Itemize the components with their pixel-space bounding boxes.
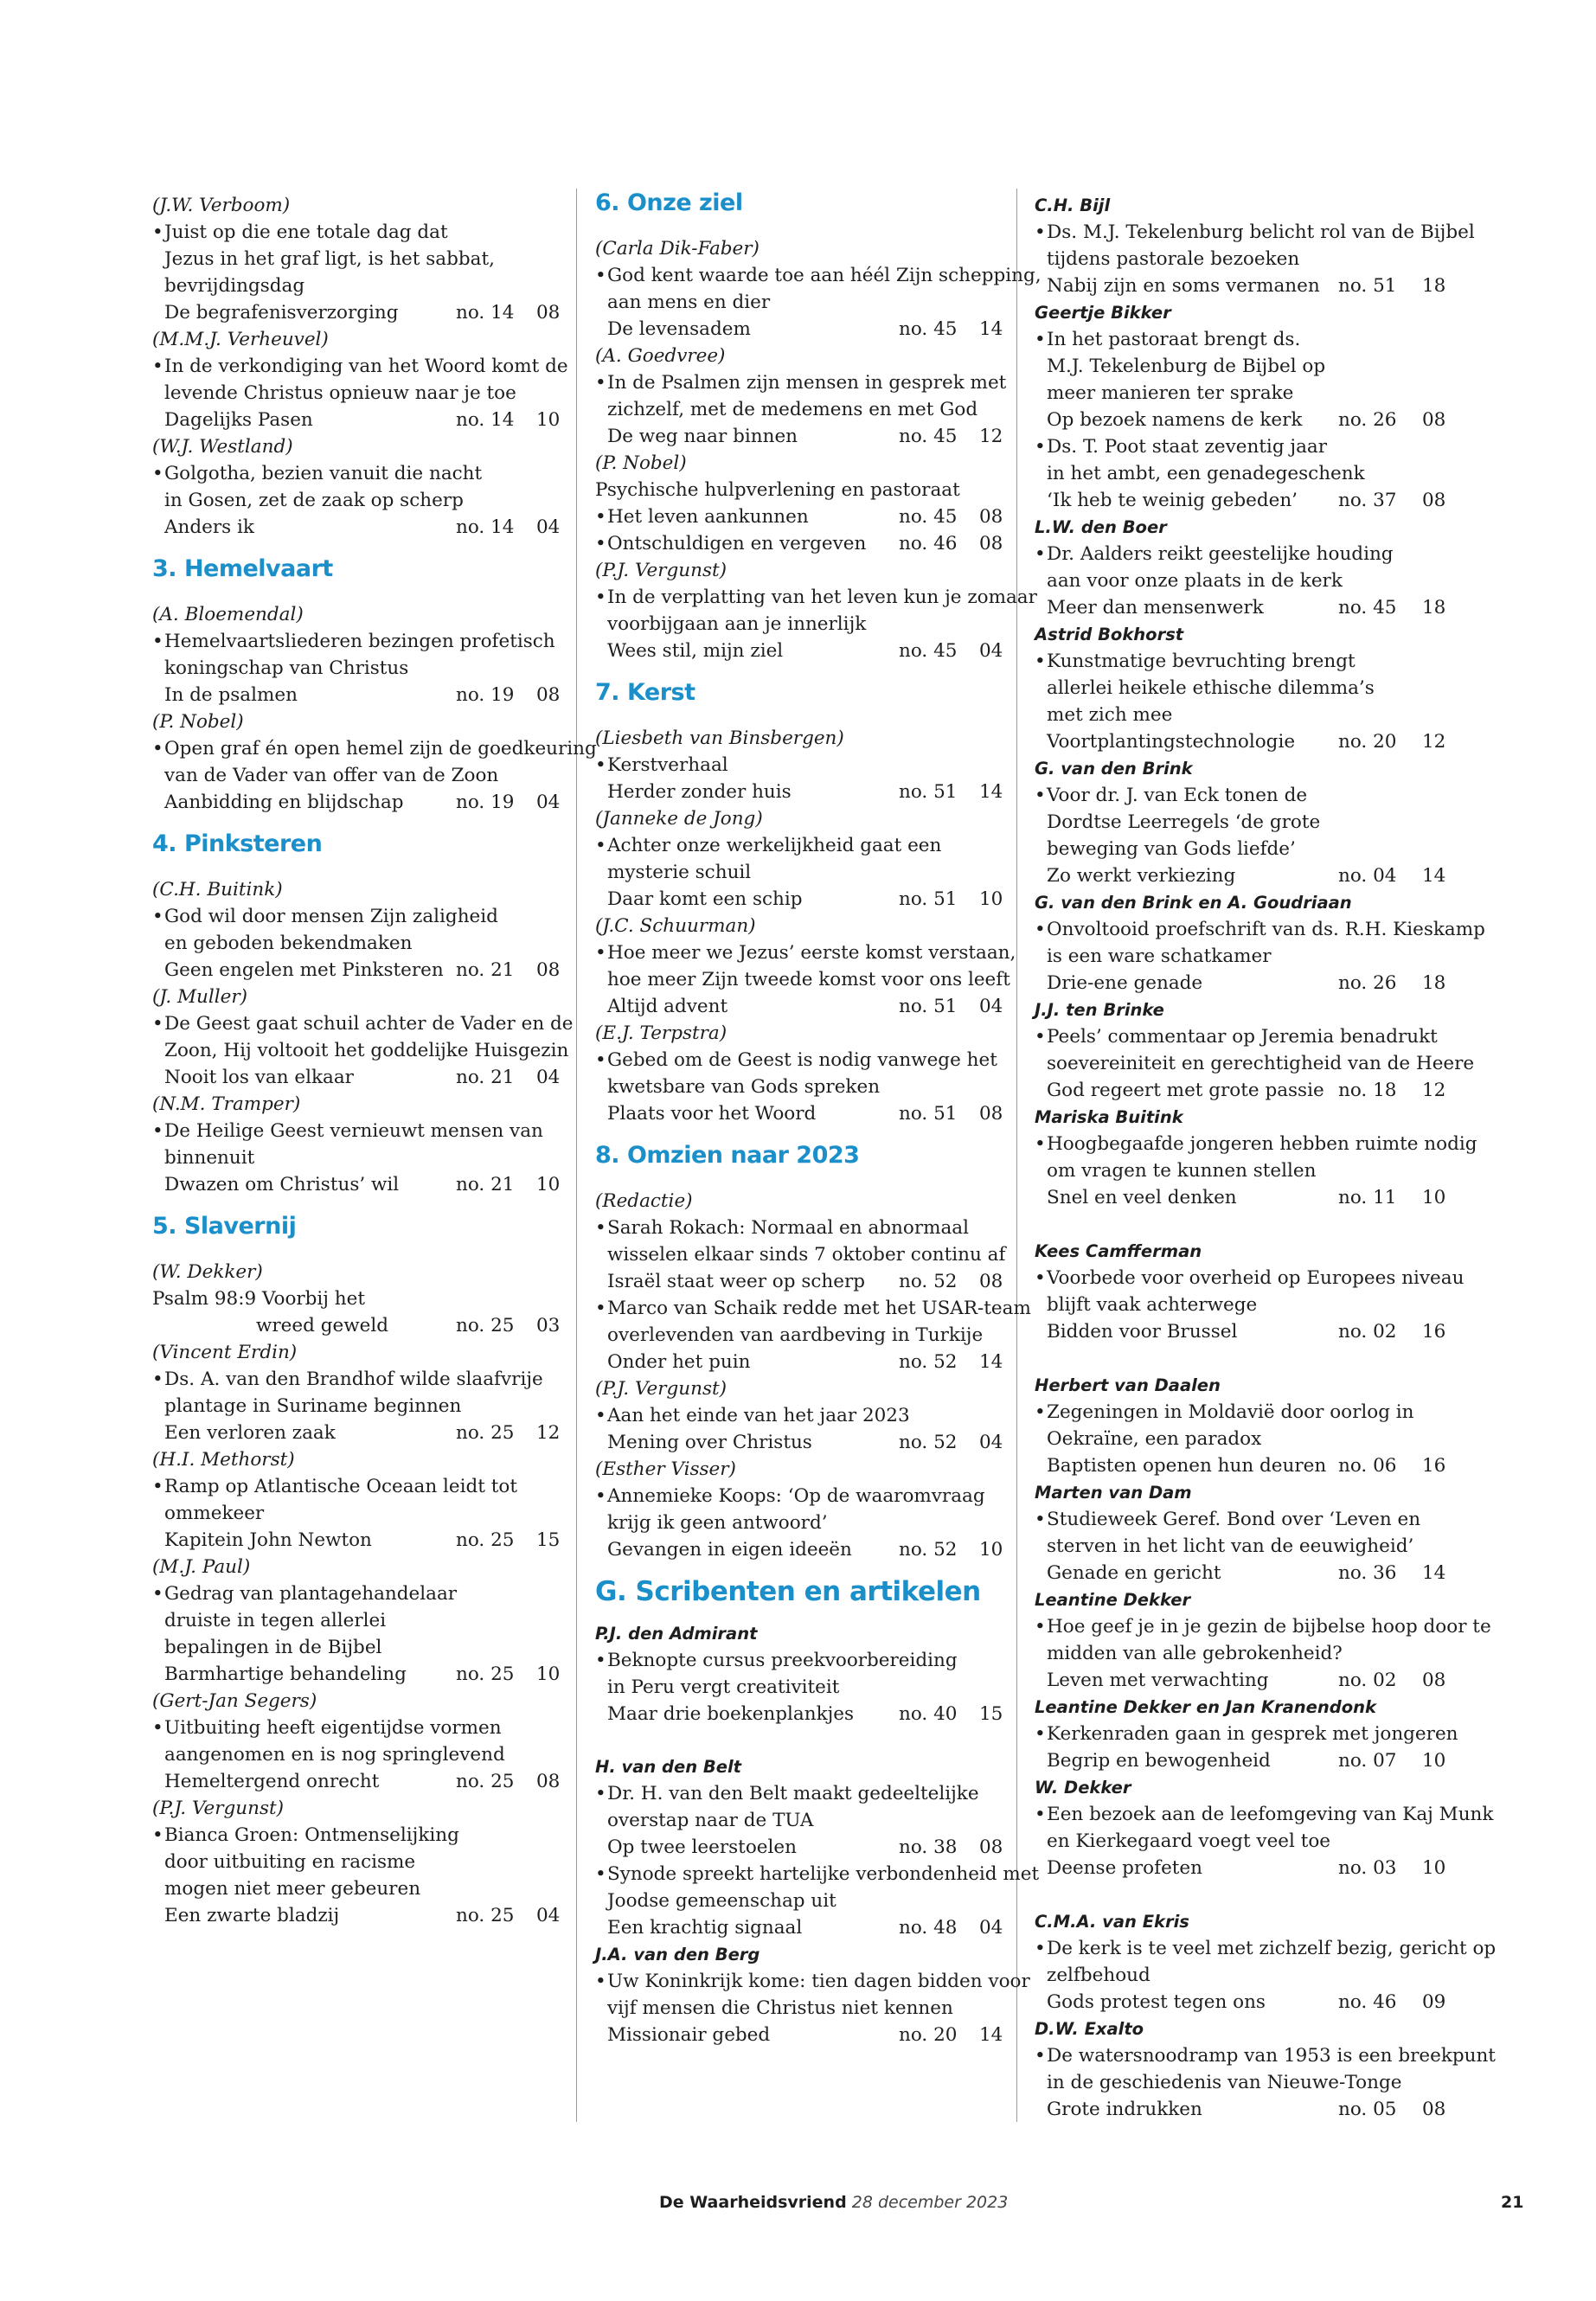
teaser-line: door uitbuiting en racisme (164, 1851, 416, 1873)
article-entry[interactable]: Een krachtig signaal no. 48 04 (607, 1917, 1003, 1939)
teaser-line: krijg ik geen antwoord’ (607, 1512, 828, 1534)
article-entry[interactable]: Missionair gebed no. 20 14 (607, 2024, 1003, 2046)
teaser-line: • Onvoltooid proefschrift van ds. R.H. Kieskamp (1035, 919, 1485, 940)
article-entry[interactable]: Kapitein John Newton no. 25 15 (164, 1529, 561, 1551)
teaser-line: bevrijdingsdag (164, 275, 305, 297)
writer-name: C.M.A. van Ekris (1035, 1912, 1189, 1932)
teaser-line: plantage in Suriname beginnen (164, 1395, 462, 1417)
article-entry[interactable]: Maar drie boekenplankjes no. 40 15 (607, 1703, 1003, 1725)
teaser-line: Zoon, Hij voltooit het goddelijke Huisgezin (164, 1040, 569, 1061)
teaser-line: • Bianca Groen: Ontmenselijking (152, 1824, 459, 1846)
teaser-line: • Juist op die ene totale dag dat (152, 221, 448, 243)
author: (Janneke de Jong) (595, 808, 763, 830)
spacer (1035, 1881, 1445, 1908)
teaser-line: • Kerkenraden gaan in gesprek met jongeren (1035, 1723, 1458, 1745)
teaser-line: meer manieren ter sprake (1047, 382, 1294, 404)
teaser-line: • Hoe meer we Jezus’ eerste komst verstaan, (595, 942, 1016, 964)
teaser-line: • In de Psalmen zijn mensen in gesprek met (595, 372, 1007, 394)
teaser-line: • Golgotha, bezien vanuit die nacht (152, 463, 483, 484)
teaser-line: vijf mensen die Christus niet kennen (607, 1997, 953, 2019)
teaser-line: M.J. Tekelenburg de Bijbel op (1047, 356, 1326, 377)
teaser-line: • Kunstmatige bevruchting brengt (1035, 651, 1356, 672)
teaser-line: zichzelf, met de medemens en met God (607, 399, 978, 420)
spacer (1035, 1211, 1445, 1238)
article-entry[interactable]: Op twee leerstoelen no. 38 08 (607, 1836, 1003, 1858)
teaser-line: • Kerstverhaal (595, 754, 728, 776)
spacer (595, 1727, 1000, 1753)
article-entry[interactable]: ‘Ik heb te weinig gebeden’ no. 37 08 (1047, 490, 1446, 511)
section-heading: 8. Omzien naar 2023 (595, 1142, 860, 1169)
teaser-line: zelfbehoud (1047, 1965, 1151, 1986)
writer-name: H. van den Belt (595, 1757, 742, 1777)
teaser-line: koningschap van Christus (164, 657, 409, 679)
article-entry[interactable]: Bidden voor Brussel no. 02 16 (1047, 1321, 1446, 1343)
magazine-name: De Waarheidsvriend (659, 2193, 847, 2212)
section-heading: G. Scribenten en artikelen (595, 1576, 981, 1607)
article-entry[interactable]: • Ontschuldigen en vergeven no. 46 08 (595, 533, 1003, 554)
author: (C.H. Buitink) (152, 879, 283, 901)
column-1 (152, 192, 597, 1929)
article-entry[interactable]: Dwazen om Christus’ wil no. 21 10 (164, 1174, 561, 1195)
author: (N.M. Tramper) (152, 1093, 301, 1115)
article-entry[interactable]: Onder het puin no. 52 14 (607, 1351, 1003, 1373)
teaser-line: • Marco van Schaik redde met het USAR-team (595, 1298, 1031, 1319)
teaser-line: Dordtse Leerregels ‘de grote (1047, 811, 1321, 833)
author: (Gert-Jan Segers) (152, 1690, 317, 1712)
teaser-line: • Open graf én open hemel zijn de goedkeuring (152, 738, 597, 760)
section-heading: 5. Slavernij (152, 1213, 297, 1240)
writer-name: D.W. Exalto (1035, 2019, 1144, 2039)
teaser-line: en Kierkegaard voegt veel toe (1047, 1830, 1331, 1852)
teaser-line: om vragen te kunnen stellen (1047, 1160, 1317, 1182)
spacer (1035, 1345, 1445, 1372)
article-entry[interactable]: Baptisten openen hun deuren no. 06 16 (1047, 1455, 1446, 1477)
teaser-line: Jezus in het graf ligt, is het sabbat, (164, 248, 495, 270)
author: (E.J. Terpstra) (595, 1022, 727, 1044)
article-entry[interactable]: In de psalmen no. 19 08 (164, 684, 561, 706)
article-entry[interactable]: God regeert met grote passie no. 18 12 (1047, 1080, 1446, 1101)
teaser-line: • Annemieke Koops: ‘Op de waaromvraag (595, 1485, 985, 1507)
teaser-line: • Voorbede voor overheid op Europees niveau (1035, 1267, 1465, 1289)
teaser-line: • Aan het einde van het jaar 2023 (595, 1405, 910, 1426)
teaser-line: • Studieweek Geref. Bond over ‘Leven en (1035, 1509, 1421, 1530)
article-entry[interactable]: Barmhartige behandeling no. 25 10 (164, 1663, 561, 1685)
teaser-line: • Dr. Aalders reikt geestelijke houding (1035, 543, 1394, 565)
article-entry[interactable]: Wees stil, mijn ziel no. 45 04 (607, 640, 1003, 662)
teaser-line: • De Heilige Geest vernieuwt mensen van (152, 1120, 543, 1142)
article-entry[interactable]: Begrip en bewogenheid no. 07 10 (1047, 1750, 1446, 1772)
article-entry[interactable]: Hemeltergend onrecht no. 25 08 (164, 1771, 561, 1792)
teaser-line: • Gebed om de Geest is nodig vanwege het (595, 1049, 997, 1071)
column-rule-2 (1016, 189, 1017, 2122)
teaser-line: • In de verkondiging van het Woord komt de (152, 356, 568, 377)
writer-name: W. Dekker (1035, 1778, 1131, 1798)
teaser-line: tijdens pastorale bezoeken (1047, 248, 1300, 270)
teaser-line: hoe meer Zijn tweede komst voor ons leeft (607, 969, 1010, 990)
article-entry[interactable]: Plaats voor het Woord no. 51 08 (607, 1103, 1003, 1125)
teaser-line: allerlei heikele ethische dilemma’s (1047, 677, 1375, 699)
section-heading: 7. Kerst (595, 679, 695, 706)
author: (P.J. Vergunst) (152, 1798, 285, 1819)
column-rule-1 (576, 189, 577, 2122)
author: (W. Dekker) (152, 1261, 263, 1283)
article-entry[interactable]: Daar komt een schip no. 51 10 (607, 888, 1003, 910)
teaser-line: • Uw Koninkrijk kome: tien dagen bidden voor (595, 1971, 1030, 1992)
teaser-line: • Dr. H. van den Belt maakt gedeeltelijke (595, 1783, 979, 1804)
teaser-line: beweging van Gods liefde’ (1047, 838, 1296, 860)
article-entry[interactable]: Genade en gericht no. 36 14 (1047, 1562, 1446, 1584)
article-entry[interactable]: Snel en veel denken no. 11 10 (1047, 1187, 1446, 1208)
writer-name: L.W. den Boer (1035, 517, 1167, 537)
writer-name: Astrid Bokhorst (1035, 625, 1184, 644)
article-entry[interactable]: Anders ik no. 14 04 (164, 516, 561, 538)
article-entry[interactable]: Nooit los van elkaar no. 21 04 (164, 1067, 561, 1088)
teaser-line: • Gedrag van plantagehandelaar (152, 1583, 458, 1605)
article-entry[interactable]: Mening over Christus no. 52 04 (607, 1432, 1003, 1453)
teaser-line: aan mens en dier (607, 292, 771, 313)
article-entry[interactable]: Altijd advent no. 51 04 (607, 996, 1003, 1017)
teaser-line: • Sarah Rokach: Normaal en abnormaal (595, 1217, 969, 1239)
author: (P. Nobel) (152, 711, 244, 733)
article-entry[interactable]: Herder zonder huis no. 51 14 (607, 781, 1003, 803)
writer-name: G. van den Brink (1035, 759, 1193, 779)
author: (P.J. Vergunst) (595, 560, 727, 581)
teaser-line: blijft vaak achterwege (1047, 1294, 1258, 1316)
teaser-line: in Gosen, zet de zaak op scherp (164, 490, 464, 511)
teaser-line: mogen niet meer gebeuren (164, 1878, 421, 1900)
author: (Carla Dik-Faber) (595, 238, 760, 260)
teaser-line: in de geschiedenis van Nieuwe-Tonge (1047, 2072, 1402, 2093)
article-entry[interactable]: Aanbidding en blijdschap no. 19 04 (164, 792, 561, 813)
teaser-line: levende Christus opnieuw naar je toe (164, 382, 516, 404)
writer-name: Kees Camfferman (1035, 1241, 1202, 1261)
teaser-line: • Voor dr. J. van Eck tonen de (1035, 785, 1308, 806)
teaser-line: • Hemelvaartsliederen bezingen profetisch (152, 631, 555, 652)
article-entry[interactable]: Voortplantingstechnologie no. 20 12 (1047, 731, 1446, 753)
page-footer (659, 2193, 1008, 2212)
teaser-line: • Een bezoek aan de leefomgeving van Kaj Munk (1035, 1804, 1494, 1825)
teaser-line: • Peels’ commentaar op Jeremia benadrukt (1035, 1026, 1438, 1048)
article-entry[interactable]: Gods protest tegen ons no. 46 09 (1047, 1991, 1446, 2013)
teaser-line: in het ambt, een genadegeschenk (1047, 463, 1365, 484)
section-heading: 4. Pinksteren (152, 830, 323, 857)
writer-name: Geertje Bikker (1035, 303, 1171, 323)
writer-name: Marten van Dam (1035, 1483, 1192, 1503)
teaser-line: sterven in het licht van de eeuwigheid’ (1047, 1535, 1414, 1557)
author: (J. Muller) (152, 986, 248, 1008)
author: (Redactie) (595, 1190, 693, 1212)
column-3 (1035, 192, 1497, 2123)
article-entry[interactable]: Nabij zijn en soms vermanen no. 51 18 (1047, 275, 1446, 297)
author: (A. Bloemendal) (152, 604, 304, 625)
writer-name: Mariska Buitink (1035, 1107, 1183, 1127)
teaser-line: • Beknopte cursus preekvoorbereiding (595, 1650, 958, 1671)
teaser-line: • De watersnoodramp van 1953 is een breekpunt (1035, 2045, 1496, 2067)
article-entry[interactable]: wreed geweld no. 25 03 (256, 1315, 561, 1336)
article-entry[interactable]: Israël staat weer op scherp no. 52 08 (607, 1271, 1003, 1292)
teaser-line: overstap naar de TUA (607, 1810, 814, 1831)
article-entry[interactable]: Meer dan mensenwerk no. 45 18 (1047, 597, 1446, 619)
teaser-line: • De Geest gaat schuil achter de Vader en de (152, 1013, 574, 1035)
teaser-line: • Ramp op Atlantische Oceaan leidt tot (152, 1476, 517, 1497)
writer-name: C.H. Bijl (1035, 195, 1111, 215)
teaser-line: • In het pastoraat brengt ds. (1035, 329, 1301, 350)
teaser-line: • God wil door mensen Zijn zaligheid (152, 906, 498, 927)
teaser-line: • Zegeningen in Moldavië door oorlog in (1035, 1401, 1414, 1423)
teaser-line: wisselen elkaar sinds 7 oktober continu af (607, 1244, 1006, 1266)
writer-name: Herbert van Daalen (1035, 1375, 1221, 1395)
author: (P.J. Vergunst) (595, 1378, 727, 1400)
teaser-line: • Ds. T. Poot staat zeventig jaar (1035, 436, 1327, 458)
teaser-line: Psalm 98:9 Voorbij het (152, 1288, 366, 1310)
author: (P. Nobel) (595, 452, 687, 474)
article-entry[interactable]: Deense profeten no. 03 10 (1047, 1857, 1446, 1879)
article-entry[interactable]: Op bezoek namens de kerk no. 26 08 (1047, 409, 1446, 431)
article-entry[interactable]: Een verloren zaak no. 25 12 (164, 1422, 561, 1444)
teaser-line: binnenuit (164, 1147, 255, 1169)
teaser-line: Oekraïne, een paradox (1047, 1428, 1262, 1450)
teaser-line: bepalingen in de Bijbel (164, 1637, 382, 1658)
teaser-line: Joodse gemeenschap uit (607, 1890, 836, 1912)
author: (J.C. Schuurman) (595, 915, 756, 937)
teaser-line: • De kerk is te veel met zichzelf bezig, gericht op (1035, 1938, 1497, 1959)
article-entry[interactable]: • Het leven aankunnen no. 45 08 (595, 506, 1003, 528)
author: (M.J. Paul) (152, 1556, 251, 1578)
author: (J.W. Verboom) (152, 195, 291, 216)
article-entry[interactable]: Gevangen in eigen ideeën no. 52 10 (607, 1539, 1003, 1561)
teaser-line: is een ware schatkamer (1047, 945, 1272, 967)
teaser-line: soevereiniteit en gerechtigheid van de Heere (1047, 1053, 1475, 1074)
article-entry[interactable]: Zo werkt verkiezing no. 04 14 (1047, 865, 1446, 887)
writer-name: Leantine Dekker en Jan Kranendonk (1035, 1697, 1376, 1717)
article-entry[interactable]: Leven met verwachting no. 02 08 (1047, 1670, 1446, 1691)
writer-name: J.A. van den Berg (595, 1945, 760, 1965)
teaser-line: met zich mee (1047, 704, 1173, 726)
author: (Vincent Erdin) (152, 1342, 298, 1363)
teaser-line: aangenomen en is nog springlevend (164, 1744, 505, 1766)
author: (Esther Visser) (595, 1458, 736, 1480)
teaser-line: druiste in tegen allerlei (164, 1610, 387, 1631)
column-2 (595, 187, 1042, 2048)
article-entry[interactable]: Grote indrukken no. 05 08 (1047, 2099, 1446, 2120)
writer-name: P.J. den Admirant (595, 1624, 758, 1644)
teaser-line: midden van alle gebrokenheid? (1047, 1643, 1343, 1664)
issue-date: 28 december 2023 (851, 2193, 1009, 2212)
teaser-line: • In de verplatting van het leven kun je zomaar (595, 586, 1037, 608)
page-number: 21 (1501, 2193, 1524, 2212)
writer-name: G. van den Brink en A. Goudriaan (1035, 893, 1352, 913)
teaser-line: • Hoe geef je in je gezin de bijbelse hoop door te (1035, 1616, 1491, 1638)
author: (M.M.J. Verheuvel) (152, 329, 329, 350)
author: (Liesbeth van Binsbergen) (595, 727, 844, 749)
section-heading: 6. Onze ziel (595, 189, 743, 216)
article-entry[interactable]: De levensadem no. 45 14 (607, 318, 1003, 340)
teaser-line: in Peru vergt creativiteit (607, 1676, 840, 1698)
teaser-line: overlevenden van aardbeving in Turkije (607, 1324, 984, 1346)
teaser-line: kwetsbare van Gods spreken (607, 1076, 881, 1098)
teaser-line: ommekeer (164, 1503, 265, 1524)
article-entry[interactable]: De begrafenisverzorging no. 14 08 (164, 302, 561, 324)
teaser-line: • Ds. A. van den Brandhof wilde slaafvrije (152, 1368, 543, 1390)
teaser-line: • Synode spreekt hartelijke verbondenheid met (595, 1863, 1040, 1885)
teaser-line: • Achter onze werkelijkheid gaat een (595, 835, 942, 856)
author: (W.J. Westland) (152, 436, 293, 458)
article-entry[interactable]: Geen engelen met Pinksteren no. 21 08 (164, 959, 561, 981)
article-entry[interactable]: Een zwarte bladzij no. 25 04 (164, 1905, 561, 1926)
section-heading: 3. Hemelvaart (152, 555, 333, 582)
writer-name: J.J. ten Brinke (1035, 1000, 1164, 1020)
article-entry[interactable]: De weg naar binnen no. 45 12 (607, 426, 1003, 447)
author: (A. Goedvree) (595, 345, 726, 367)
teaser-line: mysterie schuil (607, 862, 752, 883)
article-entry[interactable]: Dagelijks Pasen no. 14 10 (164, 409, 561, 431)
teaser-line: • Uitbuiting heeft eigentijdse vormen (152, 1717, 502, 1739)
teaser-line: • Ds. M.J. Tekelenburg belicht rol van de Bijbel (1035, 221, 1475, 243)
writer-name: Leantine Dekker (1035, 1590, 1191, 1610)
teaser-line: • God kent waarde toe aan héél Zijn schepping, (595, 265, 1042, 286)
teaser-line: van de Vader van offer van de Zoon (164, 765, 499, 786)
teaser-line: voorbijgaan aan je innerlijk (607, 613, 867, 635)
teaser-line: aan voor onze plaats in de kerk (1047, 570, 1343, 592)
series-title: Psychische hulpverlening en pastoraat (595, 479, 960, 501)
author: (H.I. Methorst) (152, 1449, 295, 1471)
article-entry[interactable]: Drie-ene genade no. 26 18 (1047, 972, 1446, 994)
teaser-line: • Hoogbegaafde jongeren hebben ruimte nodig (1035, 1133, 1477, 1155)
teaser-line: en geboden bekendmaken (164, 933, 413, 954)
